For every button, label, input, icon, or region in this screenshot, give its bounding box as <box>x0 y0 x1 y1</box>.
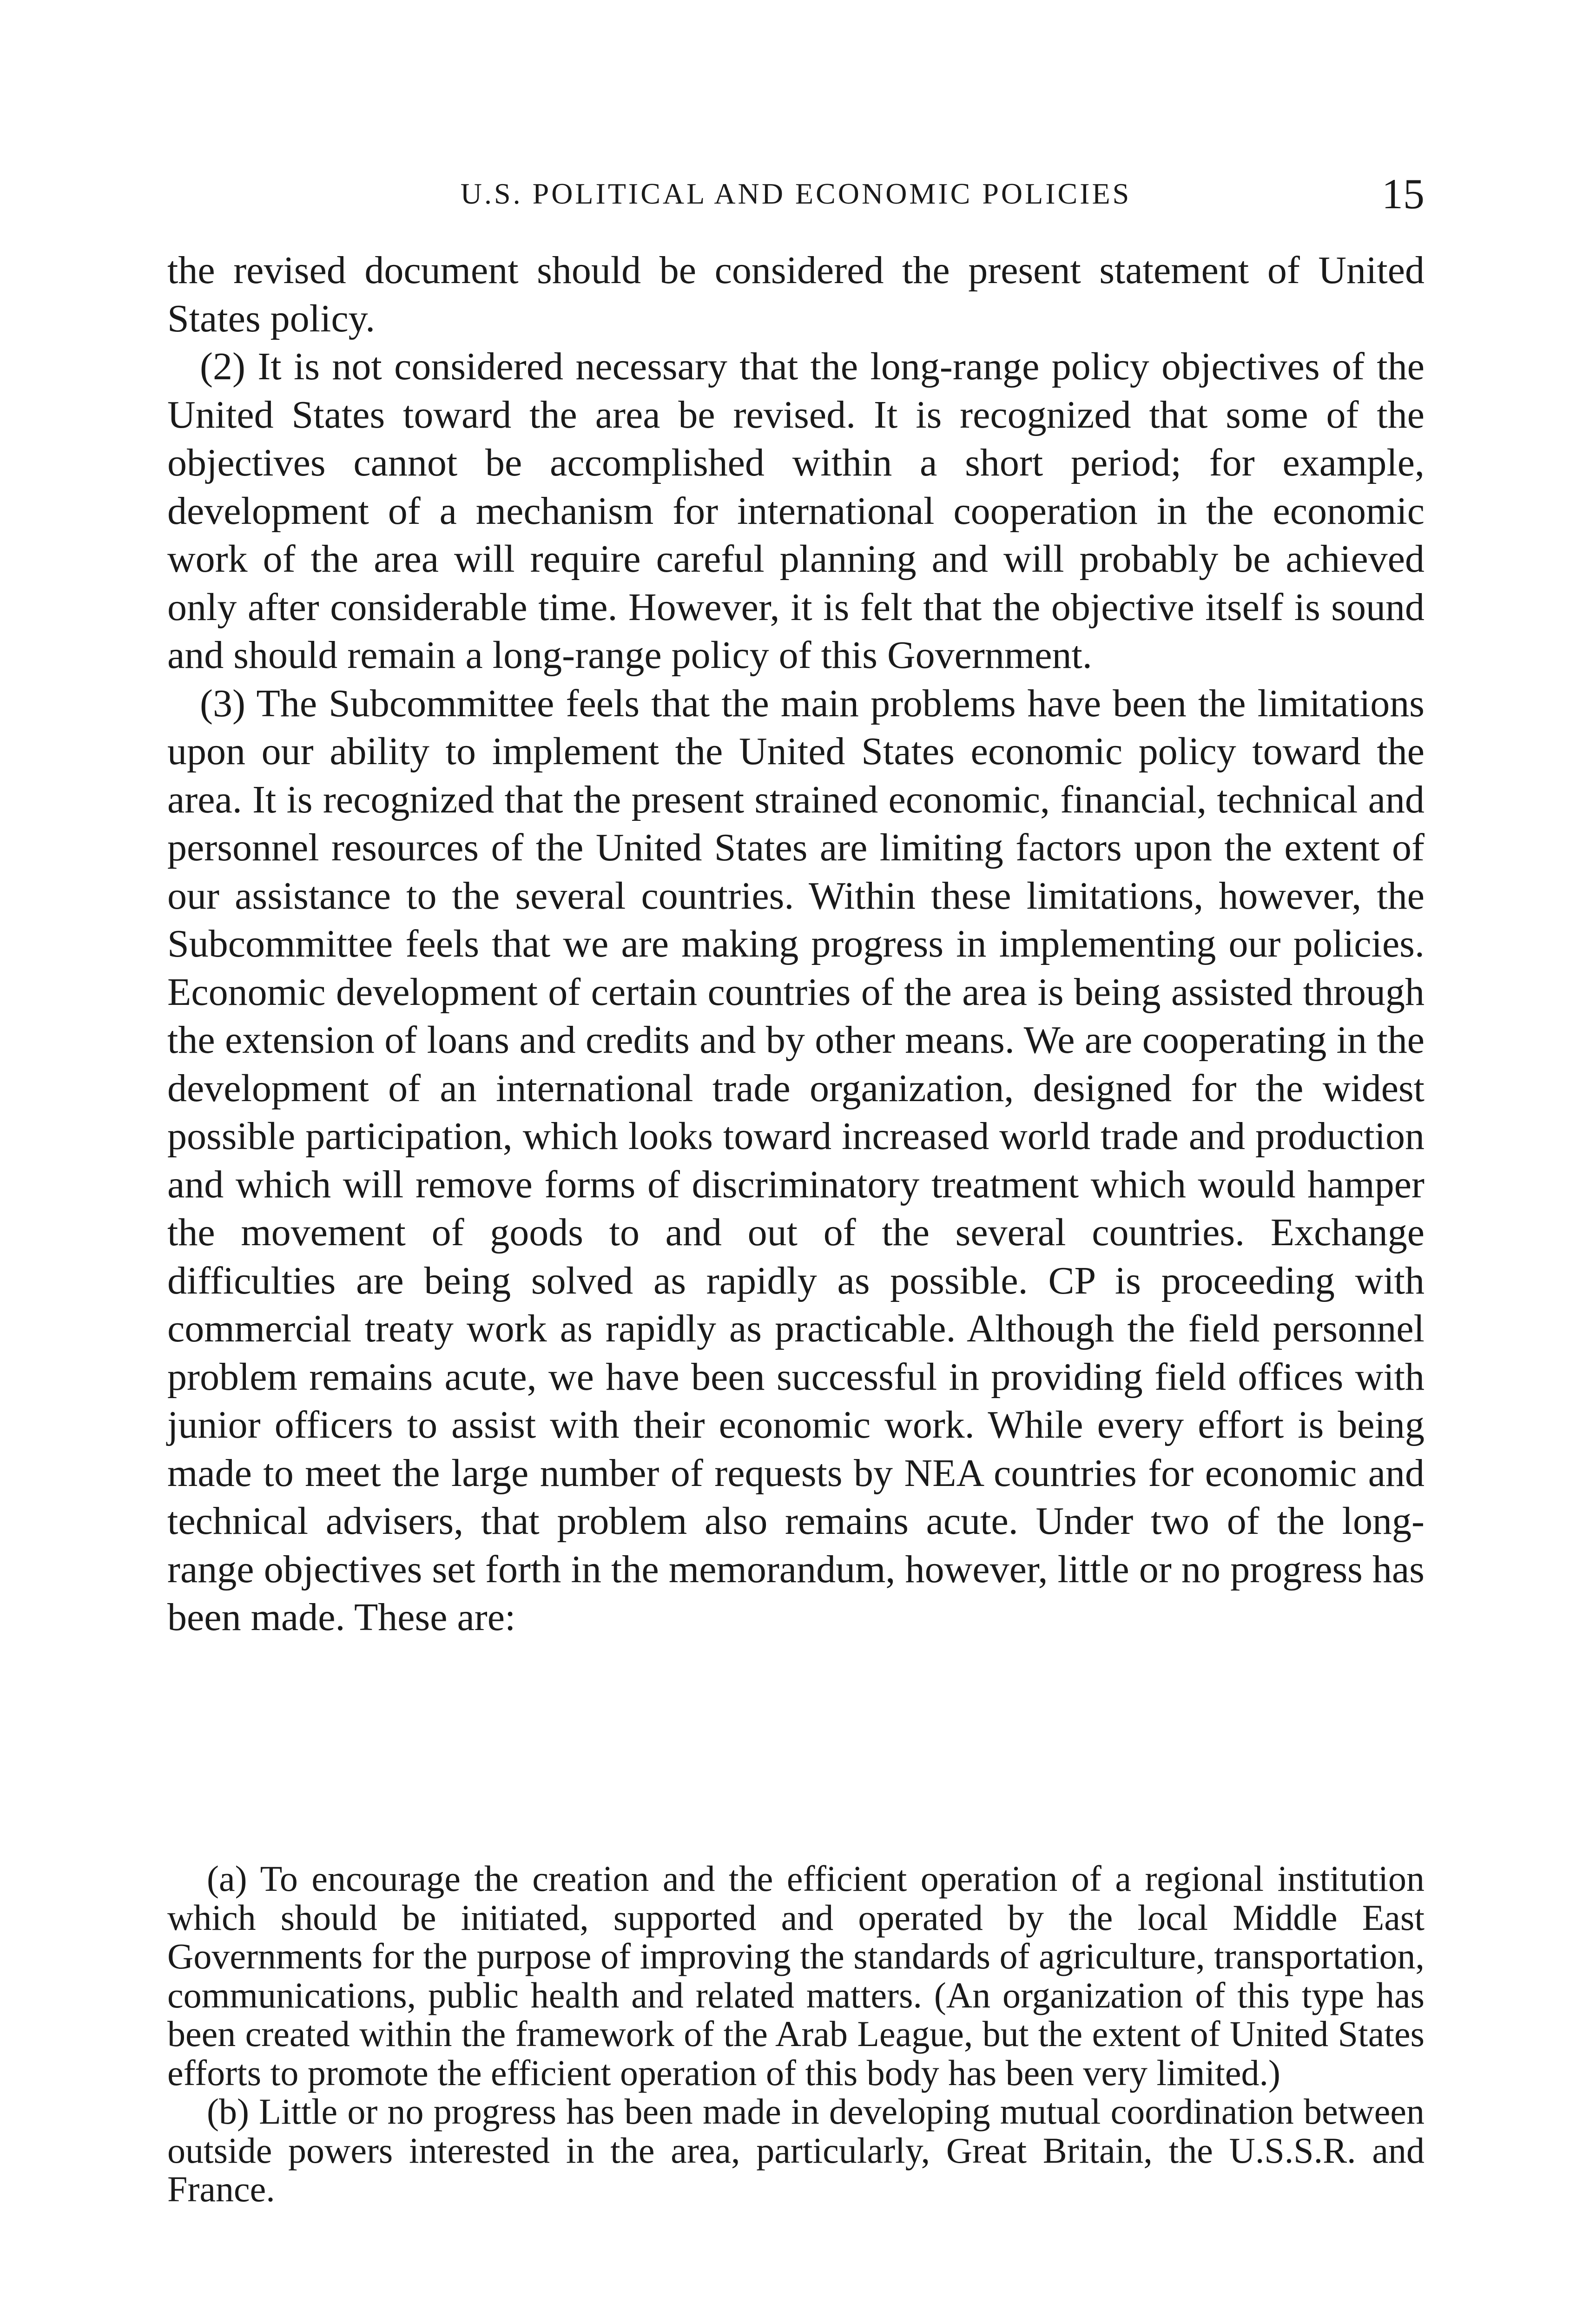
paragraph-2: (2) It is not considered necessary that the long-range policy objectives of the United States toward the area be revised. It is recognized that some of the objectives cannot be accomplished within a short period; for example, development of a mechanism for international cooperation in the economic work of the area will require careful planning and will probably be achieved only after considerable time. However, it is felt that the objective itself is sound and should remain a long-range policy of this Government. <box>167 345 1424 677</box>
running-title: U.S. POLITICAL AND ECONOMIC POLICIES <box>460 177 1132 210</box>
body-text <box>167 246 1424 1642</box>
objective-a: (a) To encourage the creation and the efficient operation of a regional institution which should be initiated, supported and operated by the local Middle East Governments for the purpose of improving the standards of agriculture, transportation, communications, public health and related matters. (An organization of this type has been created within the framework of the Arab League, but the extent of United States efforts to promote the efficient operation of this body has been very limited.) <box>167 1858 1424 2093</box>
running-head <box>167 172 1424 223</box>
page-number: 15 <box>1382 170 1424 218</box>
objective-b: (b) Little or no progress has been made in developing mutual coordination between outside powers interested in the area, particularly, Great Britain, the U.S.S.R. and France. <box>167 2091 1424 2209</box>
paragraph-3: (3) The Subcommittee feels that the main problems have been the limitations upon our ability to implement the United States economic policy toward the area. It is recognized that the present strained economic, financial, technical and personnel resources of the United States are limiting factors upon the extent of our assistance to the several countries. Within these limitations, however, the Subcommittee feels that we are making progress in implementing our policies. Economic development of certain countries of the area is being assisted through the extension of loans and credits and by other means. We are cooperating in the development of an international trade organization, designed for the widest possible participation, which looks toward increased world trade and production and which will remove forms of discriminatory treatment which would hamper the movement of goods to and out of the several countries. Exchange difficulties are being solved as rapidly as possible. CP is proceeding with commercial treaty work as rapidly as practicable. Although the field personnel problem remains acute, we have been successful in providing field offices with junior officers to assist with their economic work. While every effort is being made to meet the large number of requests by NEA countries for economic and technical advisers, that problem also remains acute. Under two of the long-range objectives set forth in the memorandum, however, little or no progress has been made. These are: <box>167 681 1424 1639</box>
quoted-objectives <box>167 1859 1424 2209</box>
paragraph-continued: the revised document should be considered the present statement of United States policy. <box>167 249 1424 340</box>
